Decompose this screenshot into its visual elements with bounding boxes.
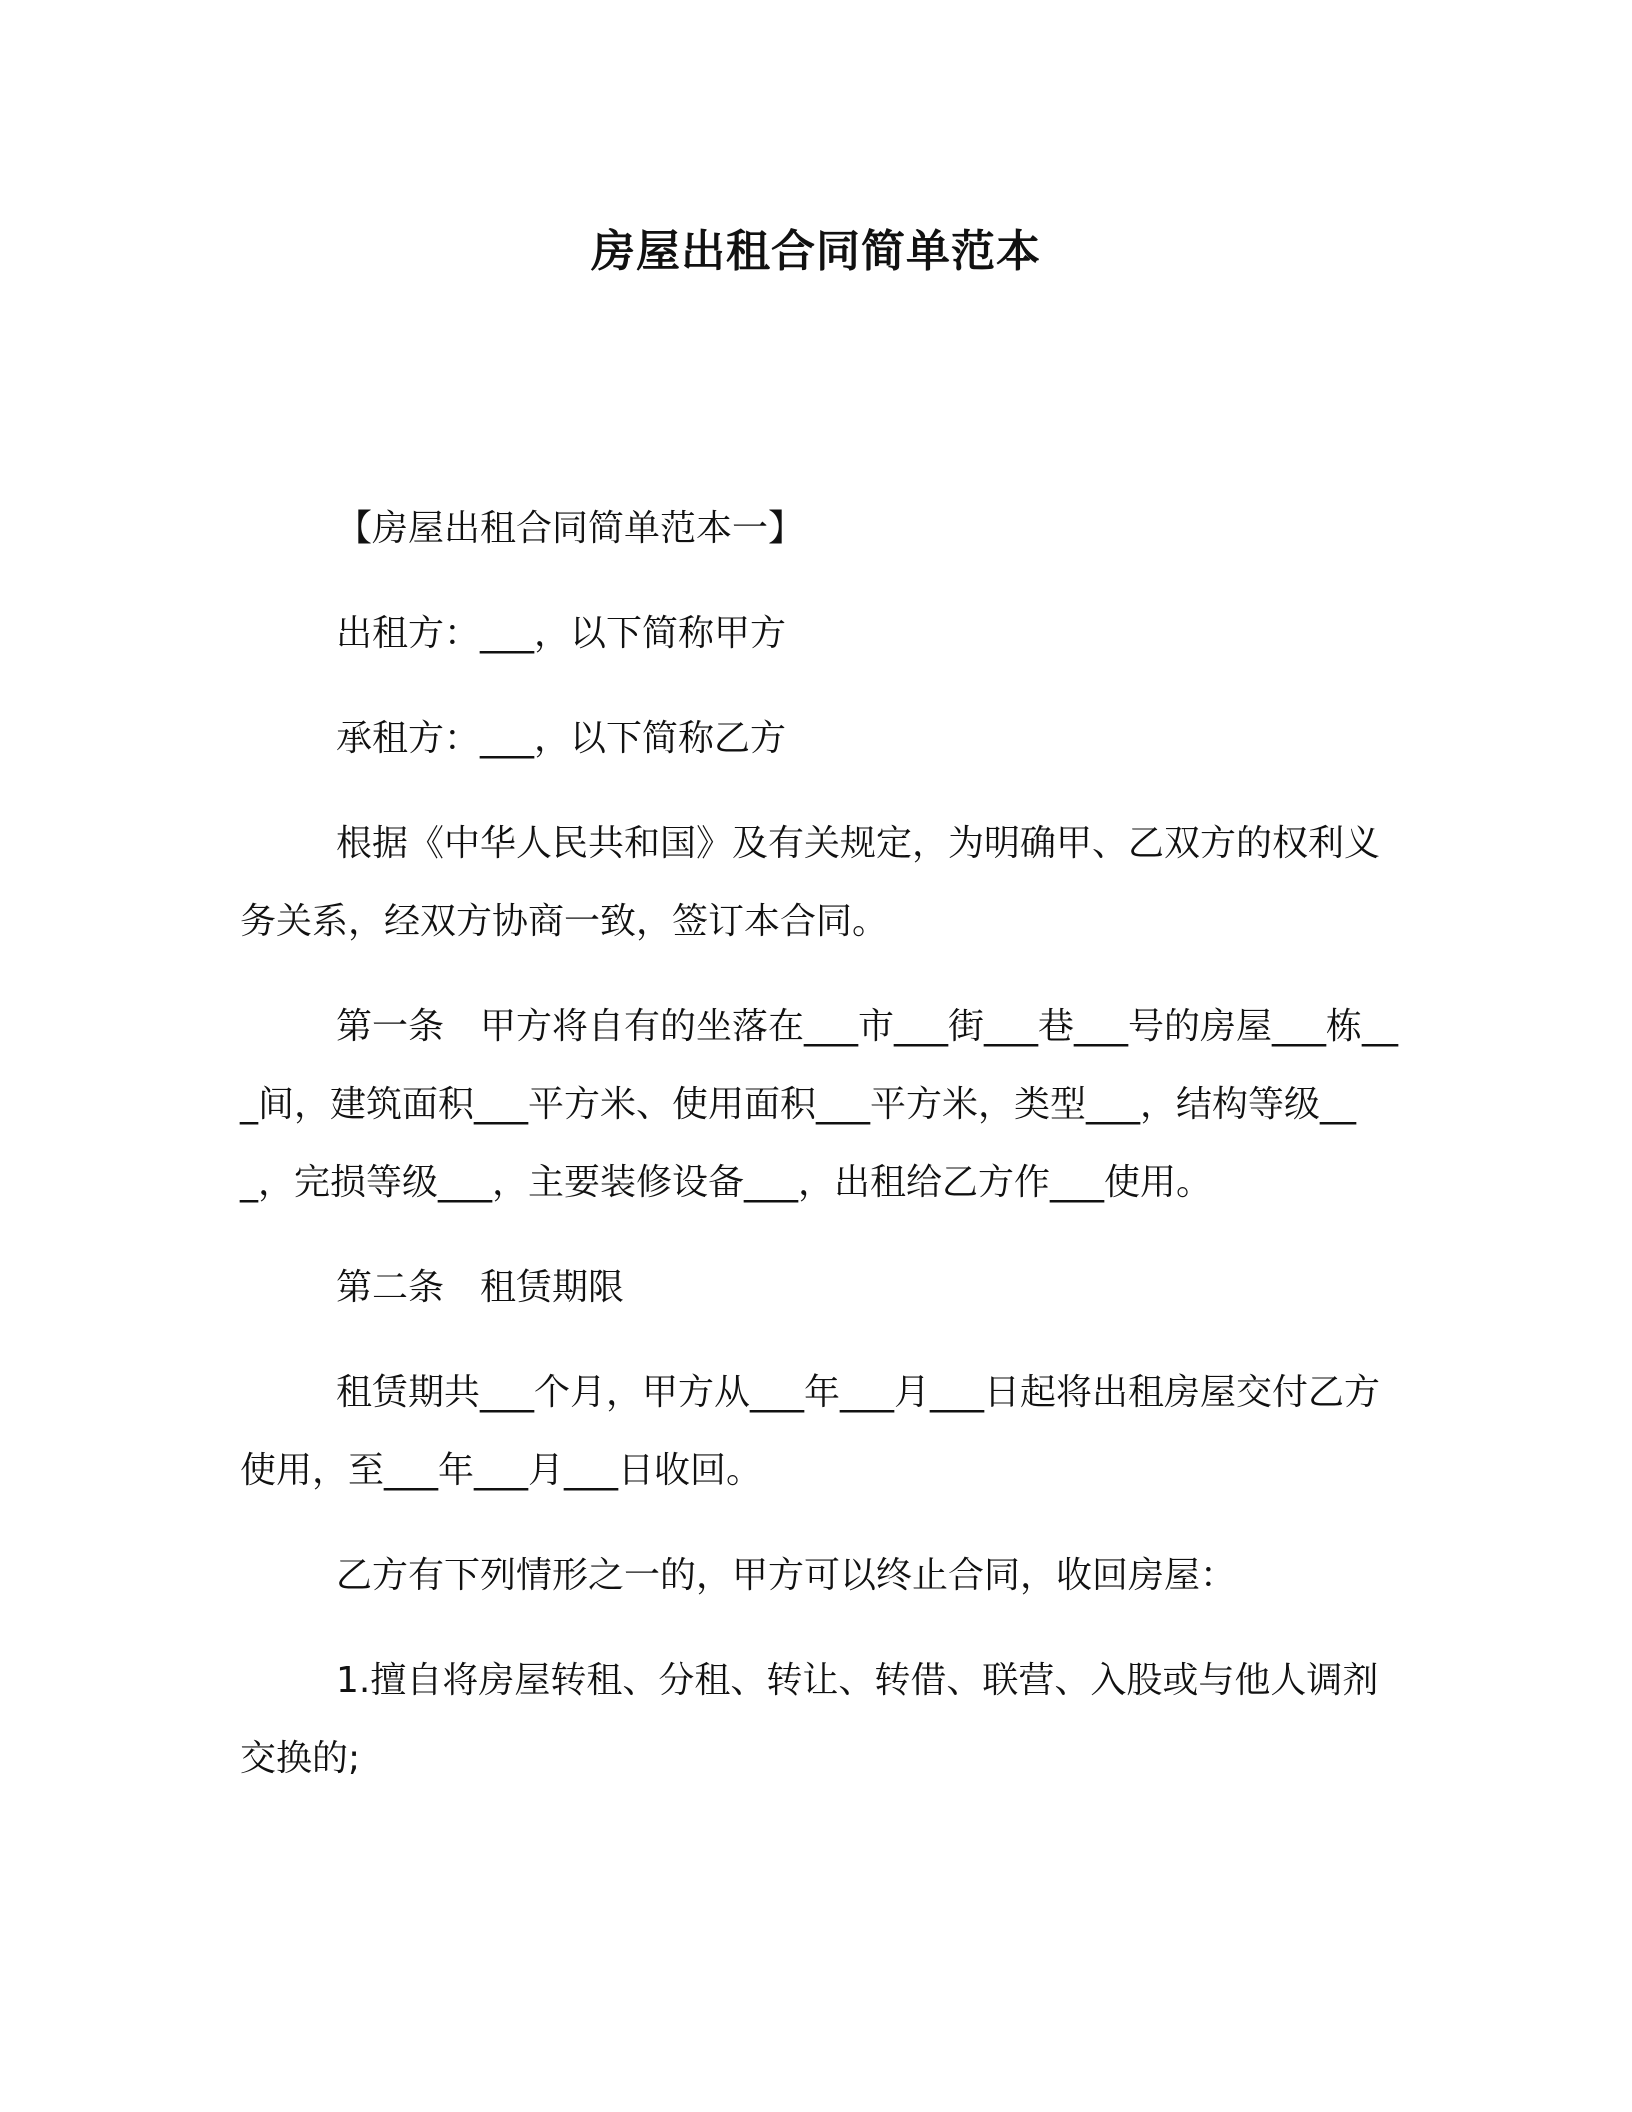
- preamble-paragraph: 根据《中华人民共和国》及有关规定，为明确甲、乙双方的权利义务关系，经双方协商一致，签订本合同。: [240, 823, 1381, 942]
- article-1-paragraph: 第一条 甲方将自有的坐落在___市___街___巷___号的房屋___栋___间，建筑面积___平方米、使用面积___平方米，类型___，结构等级___，完损等级___，主要装修设备___，出租给乙方作___使用。: [240, 1006, 1399, 1203]
- lessee-line: 承租方：___，以下简称乙方: [336, 718, 787, 759]
- article-2-paragraph: 租赁期共___个月，甲方从___年___月___日起将出租房屋交付乙方使用，至___年___月___日收回。: [240, 1372, 1381, 1491]
- termination-intro: 乙方有下列情形之一的，甲方可以终止合同，收回房屋：: [336, 1555, 1237, 1596]
- lessor-line: 出租方：___，以下简称甲方: [336, 613, 787, 654]
- termination-item-1: 1.擅自将房屋转租、分租、转让、转借、联营、入股或与他人调剂交换的;: [240, 1660, 1379, 1779]
- section-heading: 【房屋出租合同简单范本一】: [336, 508, 805, 549]
- document-body: [240, 490, 1400, 1825]
- article-2-heading: 第二条 租赁期限: [336, 1267, 625, 1308]
- document-title: 房屋出租合同简单范本: [591, 226, 1041, 277]
